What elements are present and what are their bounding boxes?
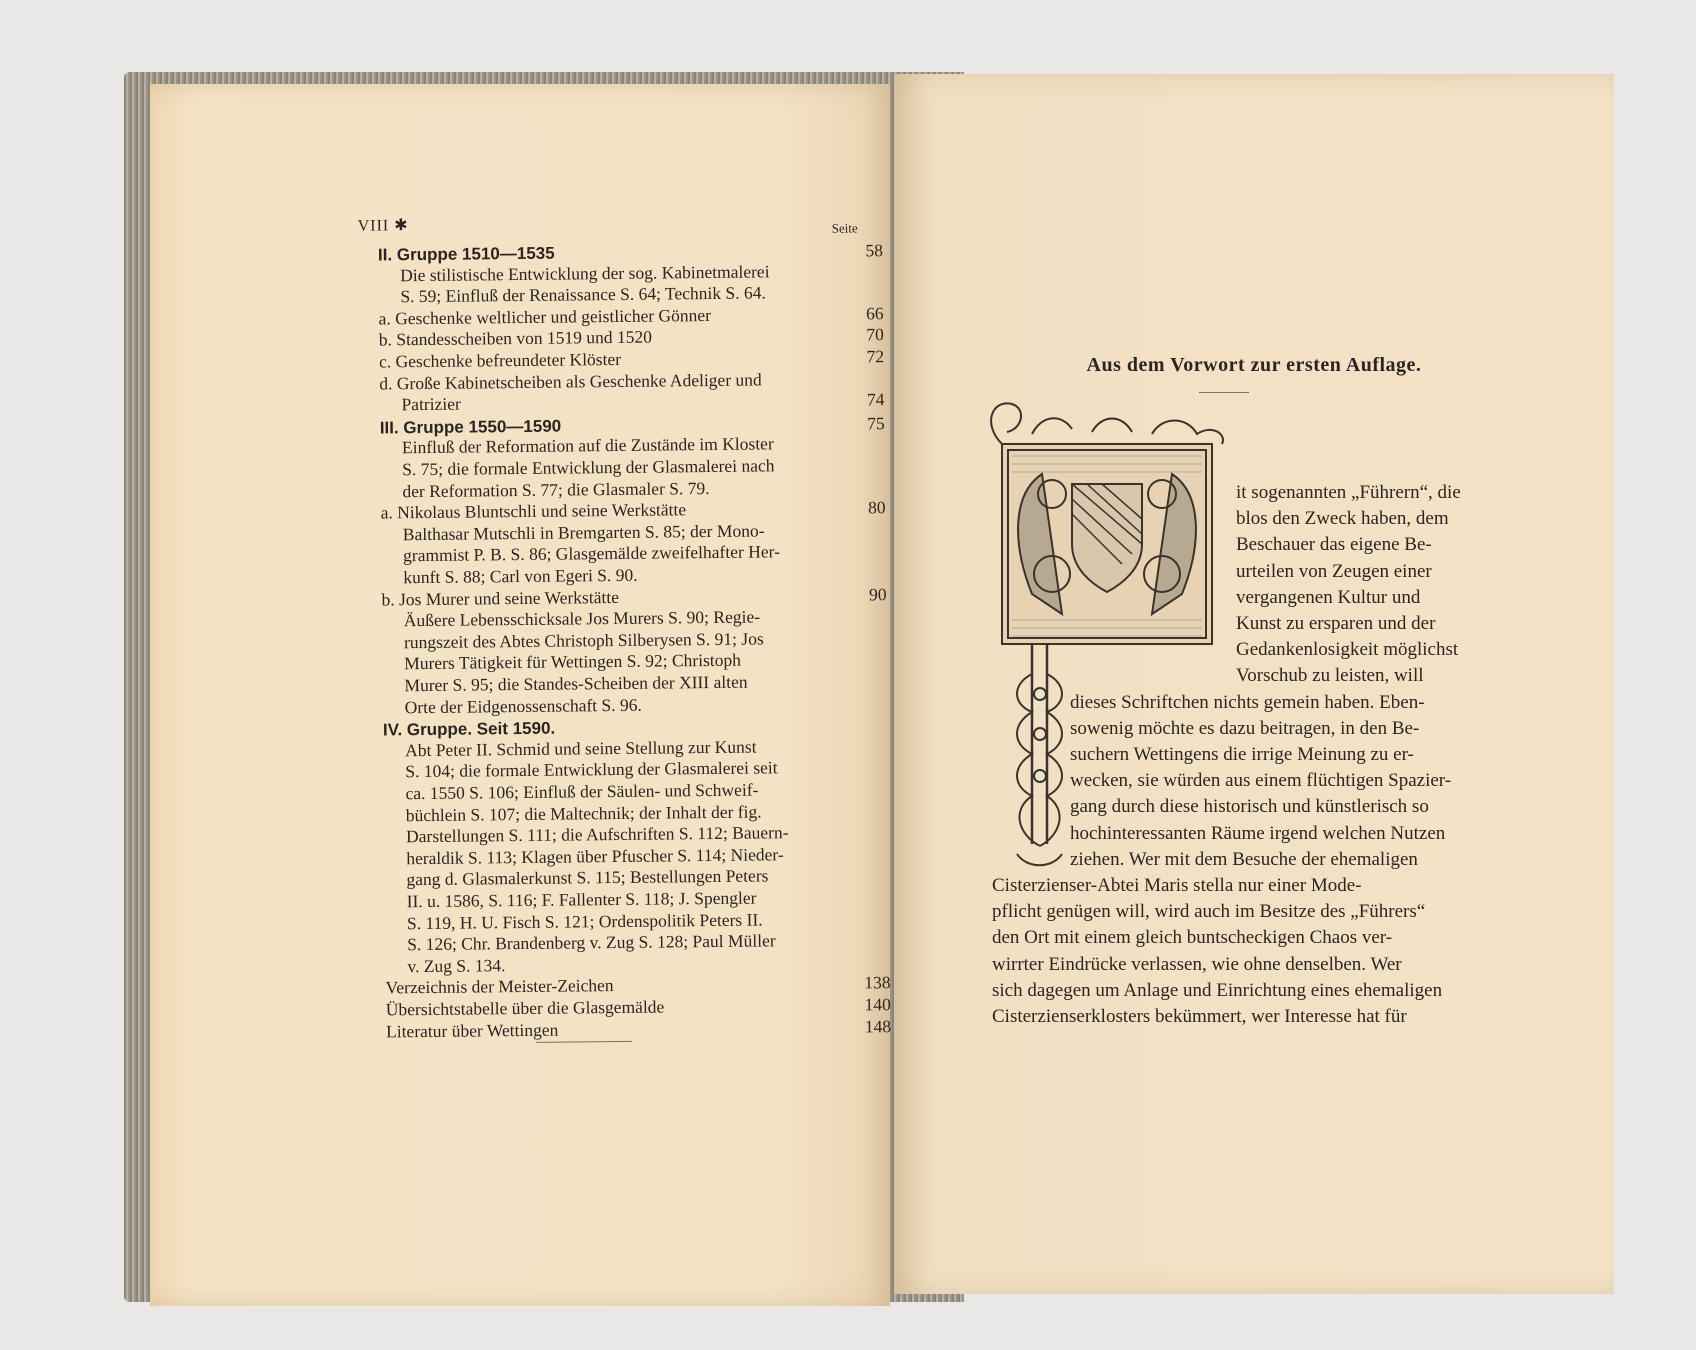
toc-page-number: 74 bbox=[866, 389, 885, 410]
foreword-line: wecken, sie würden aus einem flüchtigen Spazier- bbox=[1070, 770, 1452, 792]
toc-page-number: 75 bbox=[867, 412, 885, 434]
toc-page-number: 66 bbox=[865, 302, 884, 324]
toc-page-number: 140 bbox=[864, 994, 891, 1015]
toc-page-number: 80 bbox=[868, 497, 886, 518]
foreword-heading: Aus dem Vorwort zur ersten Auflage. bbox=[1086, 354, 1422, 376]
foreword-line: gang durch diese historisch und künstlerisch so bbox=[1070, 796, 1429, 818]
toc-entry: Patrizier bbox=[401, 393, 461, 415]
toc-page-number: 90 bbox=[868, 583, 887, 604]
toc-group-heading: IV. Gruppe. Seit 1590. bbox=[382, 718, 556, 740]
toc-entry: c. Geschenke befreundeter Klöster bbox=[378, 348, 622, 372]
page-number-roman: VIII bbox=[357, 217, 390, 235]
toc-entry: Literatur über Wettingen bbox=[385, 1019, 559, 1042]
toc-group-heading: III. Gruppe 1550—1590 bbox=[379, 416, 562, 438]
toc-group-heading: II. Gruppe 1510—1535 bbox=[377, 243, 555, 265]
foreword-line: it sogenannten „Führern“, die bbox=[1236, 482, 1461, 503]
foreword-line: wirrter Eindrücke verlassen, wie ohne denselben. Wer bbox=[992, 953, 1402, 975]
foreword-line: Beschauer das eigene Be- bbox=[1236, 534, 1432, 556]
toc-entry: Balthasar Mutschli in Bremgarten S. 85; der Mono- bbox=[402, 520, 765, 545]
end-rule bbox=[536, 1041, 632, 1043]
toc-entry: der Reformation S. 77; die Glasmaler S. 79. bbox=[402, 477, 710, 501]
foreword-line: Kunst zu ersparen und der bbox=[1236, 613, 1436, 634]
toc-entry: Übersichtstabelle über die Glasgemälde bbox=[385, 996, 665, 1020]
toc-entry: Verzeichnis der Meister-Zeichen bbox=[385, 975, 614, 998]
toc-entry: b. Jos Murer und seine Werkstätte bbox=[381, 586, 620, 610]
foreword-line: den Ort mit einem gleich buntscheckigen Chaos ver- bbox=[992, 927, 1393, 949]
toc-entry: v. Zug S. 134. bbox=[407, 954, 506, 977]
toc-entry: Orte der Eidgenossenschaft S. 96. bbox=[404, 694, 642, 717]
open-book bbox=[88, 44, 1628, 1284]
foreword-line: Vorschub zu leisten, will bbox=[1236, 665, 1424, 687]
heading-rule bbox=[1199, 392, 1249, 393]
left-page bbox=[150, 84, 890, 1306]
toc-entry: b. Standesscheiben von 1519 und 1520 bbox=[378, 327, 653, 350]
toc-page-number: 138 bbox=[864, 972, 891, 993]
toc-entry: heraldik S. 113; Klagen über Pfuscher S. 114; Nieder- bbox=[406, 844, 784, 869]
foreword-line: hochinteressanten Räume irgend welchen Nutzen bbox=[1070, 822, 1446, 844]
foreword bbox=[894, 74, 1614, 1294]
toc-entry: Abt Peter II. Schmid und seine Stellung zur Kunst bbox=[405, 736, 757, 761]
star-mark: ✱ bbox=[394, 217, 409, 235]
foreword-line: sich dagegen um Anlage und Einrichtung eines ehemaligen bbox=[992, 979, 1443, 1001]
foreword-line: Cisterzienserklosters bekümmert, wer Interesse hat für bbox=[992, 1006, 1407, 1027]
foreword-line: sowenig möchte es dazu beitragen, in den Be- bbox=[1070, 717, 1420, 739]
toc-entry: d. Große Kabinetscheiben als Geschenke Adeliger und bbox=[379, 369, 762, 394]
toc-entry: Murers Tätigkeit für Wettingen S. 92; Christoph bbox=[404, 650, 742, 674]
table-of-contents bbox=[146, 80, 899, 1310]
toc-page-number: 148 bbox=[864, 1015, 892, 1037]
toc-entry: Darstellungen S. 111; die Aufschriften S. 112; Bauern- bbox=[405, 822, 789, 847]
toc-entry: kunft S. 88; Carl von Egeri S. 90. bbox=[403, 564, 638, 588]
right-page bbox=[894, 74, 1614, 1294]
toc-entry: Einfluß der Reformation auf die Zustände im Kloster bbox=[401, 433, 774, 458]
toc-entry: S. 104; die formale Entwicklung der Glasmalerei seit bbox=[405, 757, 778, 782]
toc-entry: S. 126; Chr. Brandenberg v. Zug S. 128; Paul Müller bbox=[407, 930, 776, 955]
toc-entry: büchlein S. 107; die Maltechnik; der Inhalt der fig. bbox=[405, 801, 762, 825]
toc-page-number: 72 bbox=[866, 346, 885, 367]
toc-entry: Äußere Lebensschicksale Jos Murers S. 90; Regie- bbox=[403, 606, 761, 631]
toc-entry: rungszeit des Abtes Christoph Silberysen S. 91; Jos bbox=[403, 628, 764, 653]
foreword-line: ziehen. Wer mit dem Besuche der ehemaligen bbox=[1070, 848, 1418, 870]
toc-page-number: 70 bbox=[866, 324, 884, 345]
foreword-line: urteilen von Zeugen einer bbox=[1236, 560, 1432, 582]
toc-entry: S. 119, H. U. Fisch S. 121; Ordenspolitik Peters II. bbox=[406, 909, 763, 933]
toc-entry: Murer S. 95; die Standes-Scheiben der XIII alten bbox=[404, 671, 748, 696]
toc-entry: grammist P. B. S. 86; Glasgemälde zweifelhafter Her- bbox=[402, 541, 780, 566]
foreword-line: suchern Wettingens die irrige Meinung zu er- bbox=[1070, 744, 1414, 765]
foreword-line: Gedankenlosigkeit möglichst bbox=[1236, 639, 1459, 661]
toc-entry: a. Nikolaus Bluntschli und seine Werkstätte bbox=[380, 499, 687, 523]
toc-entry: S. 75; die formale Entwicklung der Glasmalerei nach bbox=[402, 455, 775, 480]
toc-page-number: 58 bbox=[865, 240, 884, 261]
foreword-line: vergangenen Kultur und bbox=[1236, 586, 1421, 608]
toc-entry: Die stilistische Entwicklung der sog. Kabinetmalerei bbox=[400, 260, 770, 285]
foreword-line: pflicht genügen will, wird auch im Besitze des „Führers“ bbox=[992, 901, 1426, 923]
toc-entry: II. u. 1586, S. 116; F. Fallenter S. 118; J. Spengler bbox=[406, 887, 757, 912]
toc-entry: gang d. Glasmalerkunst S. 115; Bestellungen Peters bbox=[406, 865, 769, 890]
toc-entry: a. Geschenke weltlicher und geistlicher Gönner bbox=[378, 304, 712, 329]
foreword-line: Cisterzienser-Abtei Maris stella nur einer Mode- bbox=[992, 875, 1362, 896]
foreword-line: dieses Schriftchen nichts gemein haben. Eben- bbox=[1070, 691, 1425, 713]
foreword-line: blos den Zweck haben, dem bbox=[1236, 508, 1449, 530]
toc-entry: S. 59; Einfluß der Renaissance S. 64; Technik S. 64. bbox=[400, 282, 766, 307]
page-header bbox=[358, 215, 409, 236]
toc-entry: ca. 1550 S. 106; Einfluß der Säulen- und Schweif- bbox=[405, 779, 759, 804]
seite-column-header: Seite bbox=[831, 220, 858, 236]
